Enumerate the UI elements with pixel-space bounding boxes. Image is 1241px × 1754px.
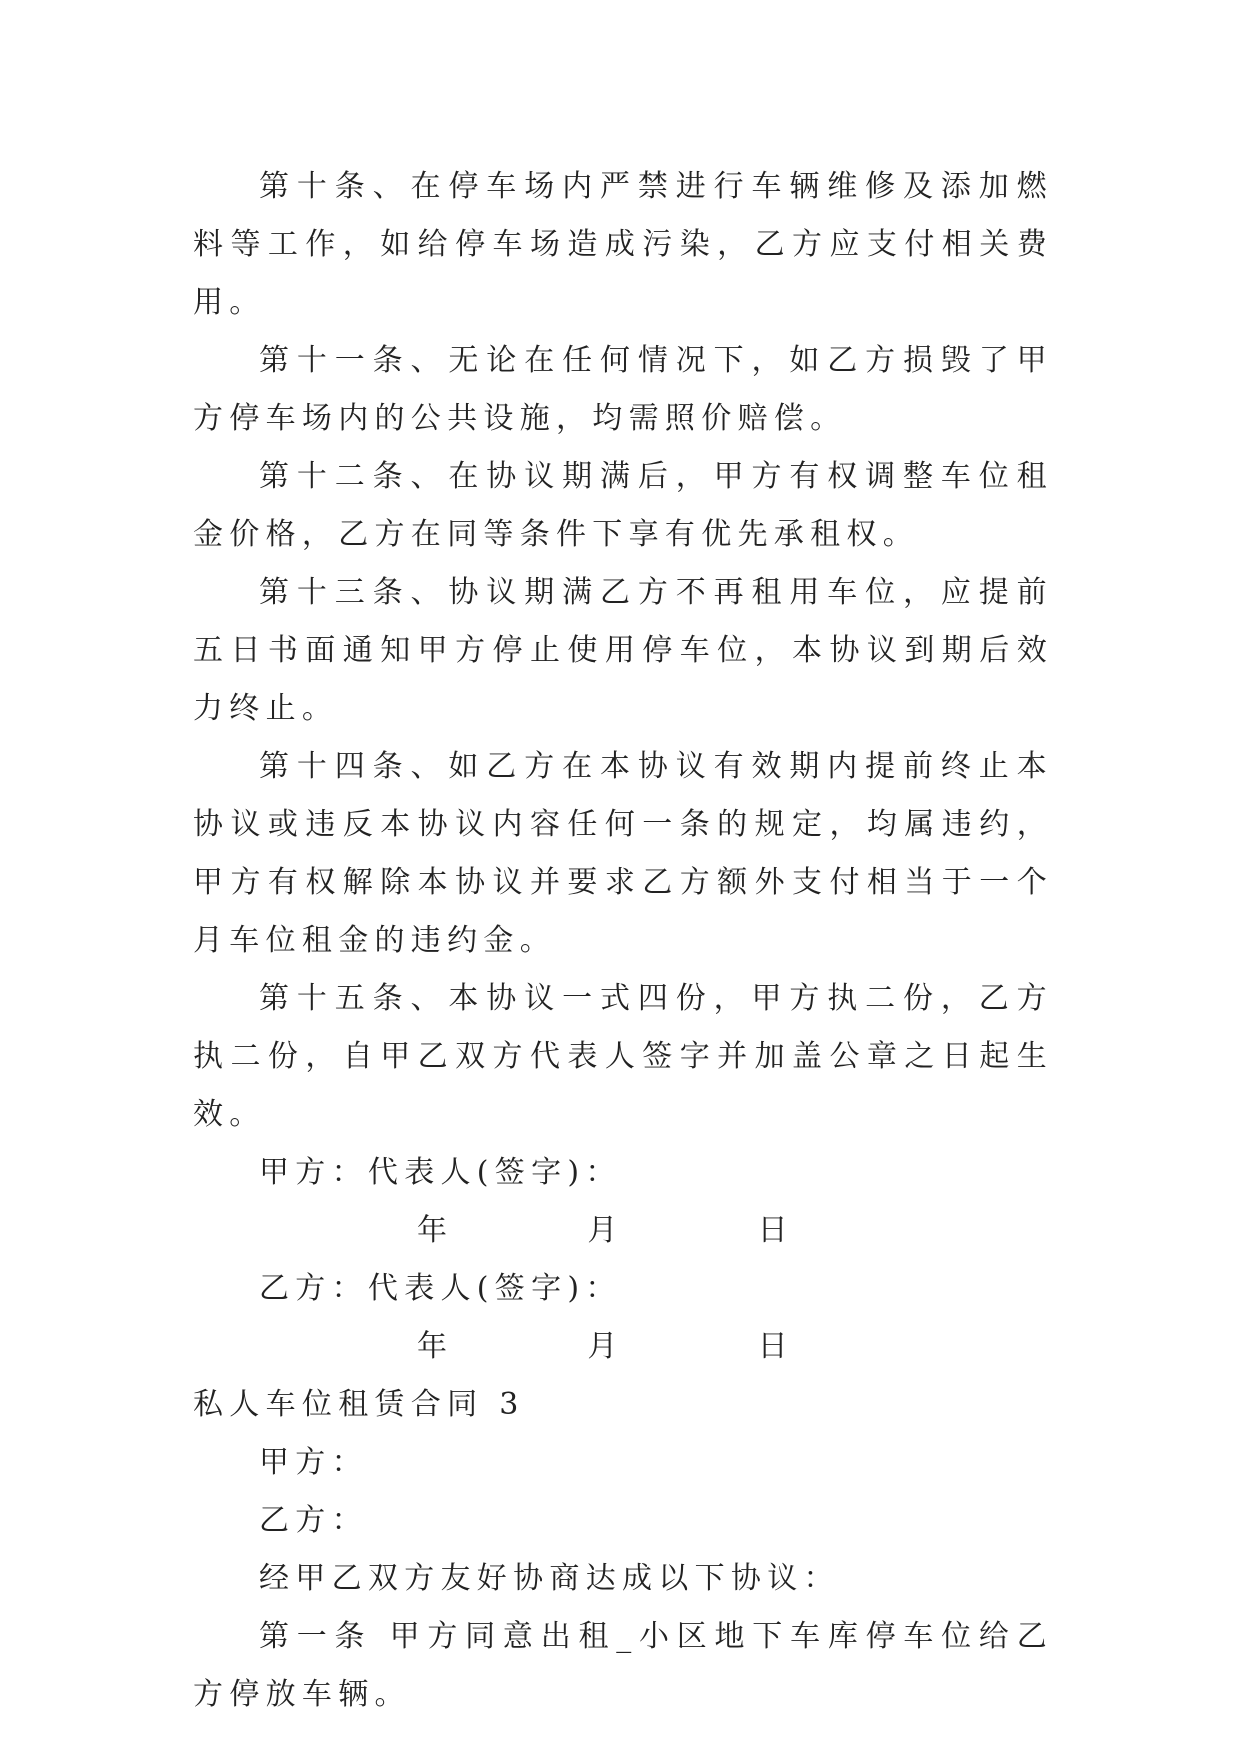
party-b-date-line: [193, 1318, 1053, 1376]
party-b-label: 乙方：: [259, 1503, 368, 1538]
clause-15: 第十五条、本协议一式四份，甲方执二份，乙方执二份，自甲乙双方代表人签字并加盖公章之日起生效。: [193, 981, 1053, 1132]
party-a-date-line: [193, 1202, 1053, 1260]
party-a-label: 甲方：: [259, 1445, 368, 1480]
party-b-date-month: 月: [587, 1329, 624, 1364]
party-a-date-year: 年: [417, 1213, 454, 1248]
party-b-signature-line: 乙方：代表人(签字)：: [259, 1271, 622, 1306]
party-b-date-year: 年: [417, 1329, 454, 1364]
clause-11: 第十一条、无论在任何情况下，如乙方损毁了甲方停车场内的公共设施，均需照价赔偿。: [193, 343, 1053, 436]
clause-10: 第十条、在停车场内严禁进行车辆维修及添加燃料等工作，如给停车场造成污染，乙方应支付相关费用。: [193, 169, 1053, 320]
party-a-date-month: 月: [587, 1213, 624, 1248]
clause-13: 第十三条、协议期满乙方不再租用车位，应提前五日书面通知甲方停止使用停车位，本协议到期后效力终止。: [193, 575, 1053, 726]
party-b-date-day: 日: [757, 1329, 794, 1364]
clause-1: 第一条 甲方同意出租_小区地下车库停车位给乙方停放车辆。: [193, 1619, 1053, 1712]
clause-12: 第十二条、在协议期满后，甲方有权调整车位租金价格，乙方在同等条件下享有优先承租权。: [193, 459, 1053, 552]
party-a-date-day: 日: [757, 1213, 794, 1248]
section-title: 私人车位租赁合同 3: [193, 1387, 525, 1422]
clause-14: 第十四条、如乙方在本协议有效期内提前终止本协议或违反本协议内容任何一条的规定，均属违约，甲方有权解除本协议并要求乙方额外支付相当于一个月车位租金的违约金。: [193, 749, 1053, 958]
agreement-intro: 经甲乙双方友好协商达成以下协议：: [259, 1561, 840, 1596]
document-body: [193, 158, 1053, 1724]
party-a-signature-line: 甲方：代表人(签字)：: [259, 1155, 622, 1190]
